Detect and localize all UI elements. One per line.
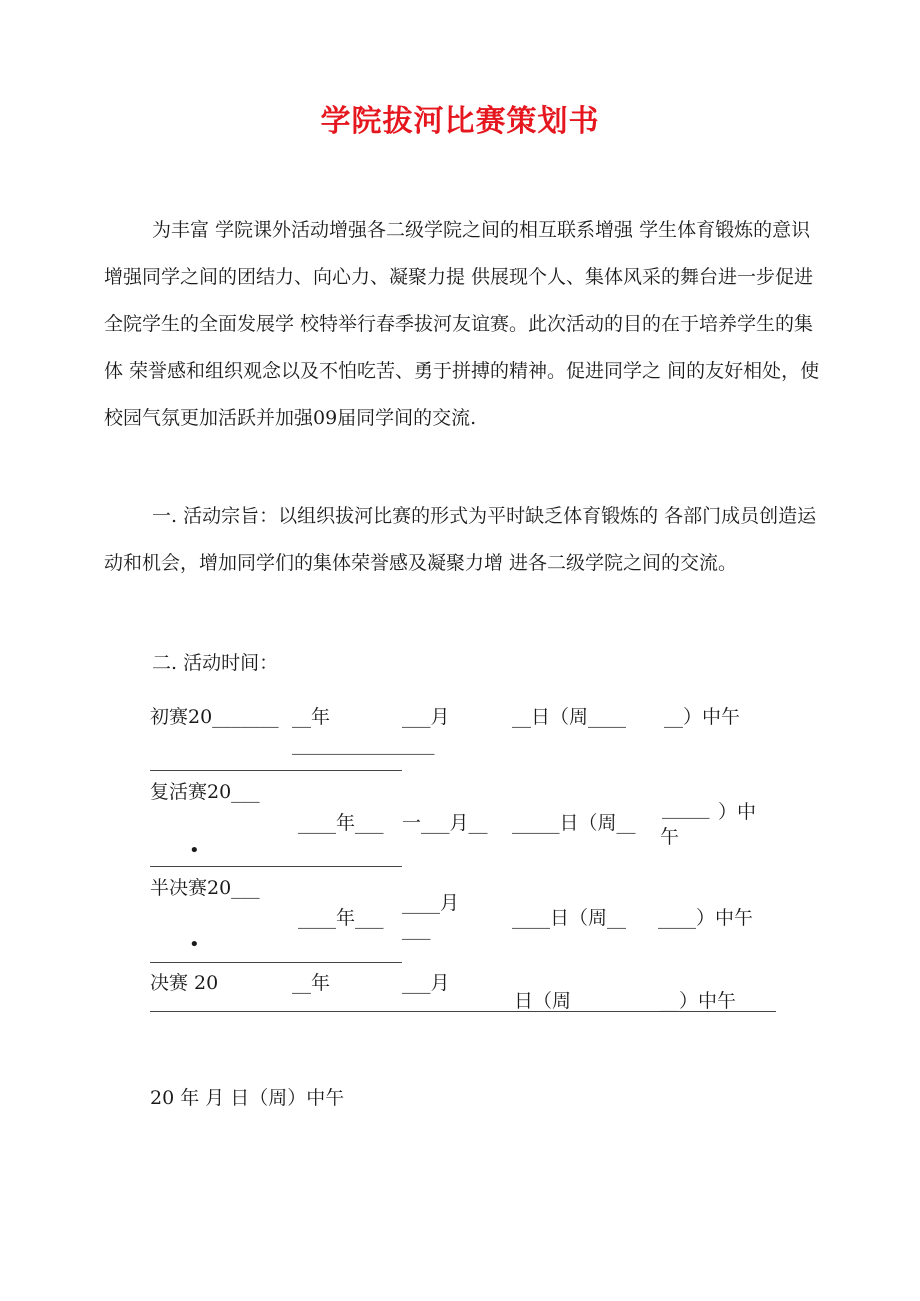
semi-rule bbox=[150, 962, 402, 963]
repechage-bullet: • bbox=[189, 840, 200, 861]
final-day: 日（周 bbox=[514, 990, 572, 1012]
purpose-paragraph bbox=[104, 493, 828, 587]
semi-close: ____）中午 bbox=[658, 907, 754, 929]
repechage-rule bbox=[150, 866, 402, 867]
prelim-month: ___月 bbox=[402, 706, 450, 728]
footer-date-line: 20 年 月 日（周）中午 bbox=[150, 1087, 345, 1109]
prelim-label: 初赛20_______ bbox=[150, 706, 279, 728]
final-close: __）中午 bbox=[660, 990, 737, 1012]
final-year: __年 bbox=[292, 972, 331, 994]
repechage-label: 复活赛20___ bbox=[150, 781, 260, 803]
intro-paragraph bbox=[104, 207, 828, 442]
repechage-month: 一___月__ bbox=[402, 812, 488, 834]
semi-month-blank: ___ bbox=[402, 918, 431, 940]
semi-label: 半决赛20___ bbox=[150, 877, 260, 899]
final-label: 决赛 20 bbox=[150, 972, 219, 994]
purpose-text: 一. 活动宗旨：以组织拔河比赛的形式为平时缺乏体育锻炼的 各部门成员创造运动和机会，增加同学们的集体荣誉感及凝聚力增 进各二级学院之间的交流。 bbox=[104, 505, 817, 574]
intro-text: 为丰富 学院课外活动增强各二级学院之间的相互联系增强 学生体育锻炼的意识增强同学之间的团结力、向心力、凝聚力提 供展现个人、集体风采的舞台进一步促进全院学生的全面发展学 校特举行春季拔河友谊赛。此次活动的目的在于培养学生的集体 荣誉感和组织观念以及不怕吃苦、勇于拼搏的精神。促进同学之 间的友好相处，使校园气氛更加活跃并加强09届同学间的交流. bbox=[104, 219, 820, 429]
semi-year: ____年___ bbox=[298, 907, 384, 929]
prelim-close: __）中午 bbox=[664, 706, 741, 728]
section-time-heading: 二. 活动时间： bbox=[152, 652, 279, 674]
final-month: ___月 bbox=[402, 972, 450, 994]
repechage-day: _____日（周__ bbox=[512, 812, 636, 834]
semi-bullet: • bbox=[189, 934, 200, 955]
repechage-blank: _____ bbox=[662, 797, 710, 819]
page-title: 学院拔河比赛策划书 bbox=[320, 104, 600, 139]
semi-day: ____日（周__ bbox=[512, 907, 627, 929]
repechage-close: ）中 bbox=[718, 801, 757, 823]
final-rule bbox=[150, 1011, 776, 1012]
prelim-day: __日（周____ bbox=[512, 706, 627, 728]
prelim-rule bbox=[150, 770, 402, 771]
semi-month: ____月 bbox=[402, 892, 460, 914]
repechage-wrap: 午 bbox=[660, 826, 680, 848]
prelim-year: __年 bbox=[292, 706, 331, 728]
prelim-tail: _______________ bbox=[292, 733, 435, 755]
repechage-year: ____年___ bbox=[298, 812, 384, 834]
